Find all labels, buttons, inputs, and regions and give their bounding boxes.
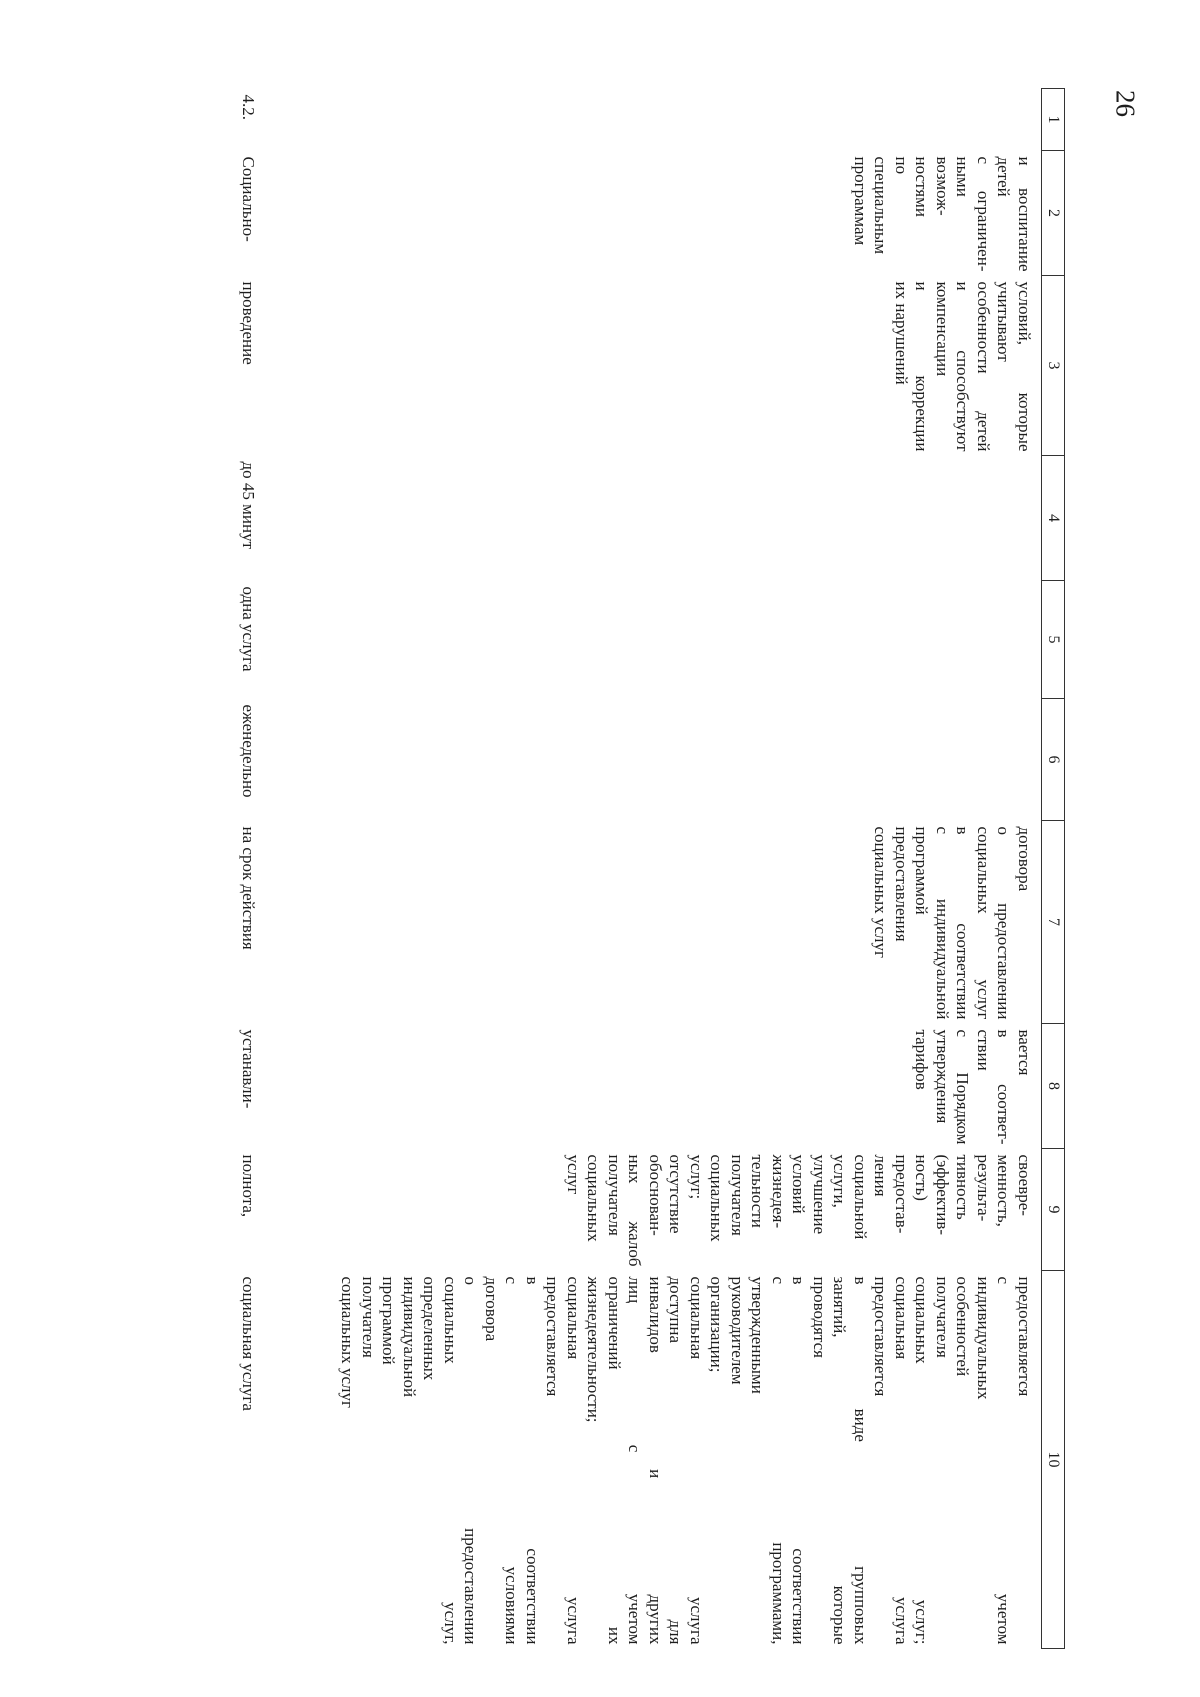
cell-line: в виде групповых [851, 1276, 870, 1645]
col-header-9: 9 [1042, 1149, 1065, 1271]
cell-line: (эффектив- [933, 1154, 952, 1236]
cell-line: утверждения [933, 1029, 952, 1124]
cell-continued-10 [264, 1271, 1042, 1649]
cell-line: социальная услуга [564, 1276, 583, 1645]
cell-line: с программами, [769, 1276, 788, 1645]
cell-4-2-unit: одна услуга [239, 586, 258, 672]
cell-line: в соответствии [523, 1276, 542, 1645]
cell-line: социальных [584, 1154, 604, 1242]
cell-line: ствии [974, 1029, 993, 1071]
cell-line: ных жалоб [625, 1154, 645, 1267]
cell-line: условий, которые [1015, 281, 1034, 452]
cell-line: социальной [851, 1154, 870, 1240]
cell-line: возмож- [933, 156, 952, 216]
cell-line: вается [1015, 1029, 1034, 1076]
cell-line: своевре- [1015, 1154, 1034, 1216]
cell-line: жизнедея- [769, 1154, 788, 1229]
cell-continued-5 [264, 581, 1042, 699]
cell-line: и воспитание [1015, 156, 1034, 272]
cell-continued-4 [264, 456, 1042, 581]
cell-line: услуг; [687, 1154, 706, 1200]
cell-line: договора [482, 1276, 501, 1342]
cell-line: предоставляется [1015, 1276, 1034, 1397]
cell-line: обоснован- [646, 1154, 665, 1236]
cell-line: получателя [728, 1154, 747, 1236]
cell-line: в соответствии [789, 1276, 809, 1645]
cell-line: услуги, [830, 1154, 850, 1208]
cell-line: с Порядком [953, 1029, 973, 1145]
cell-line: услуг [564, 1154, 583, 1195]
cell-line: проводятся [810, 1276, 829, 1358]
cell-line: социальных услуг, [441, 1276, 460, 1645]
cell-line: компенсации [933, 281, 952, 377]
cell-line: ными [953, 156, 973, 197]
cell-line: тельности [748, 1154, 768, 1228]
cell-line: жизнедеятельности; [584, 1276, 604, 1423]
cell-4-2-tariff: устанавли- [239, 1029, 258, 1109]
cell-line: ограничений их [605, 1276, 624, 1645]
cell-line: менность, [994, 1154, 1014, 1227]
cell-line: получателя [933, 1276, 952, 1358]
cell-line: получателя [605, 1154, 624, 1236]
cell-continued-3 [264, 276, 1042, 456]
cell-continued-9 [264, 1149, 1042, 1271]
cell-line: социальная услуга [687, 1276, 706, 1645]
cell-4-2-term: на срок действия [239, 826, 258, 950]
cell-4-2-quality-indicators: полнота, [239, 1154, 258, 1218]
cell-line: социальных [707, 1154, 727, 1242]
cell-line: программой [912, 826, 932, 915]
cell-continued-6 [264, 699, 1042, 821]
cell-continued-7 [264, 821, 1042, 1024]
cell-line: программам [851, 156, 870, 246]
cell-line: индивидуальных [974, 1276, 993, 1400]
cell-line: индивидуальной [400, 1276, 419, 1398]
cell-line: социальных услуг [338, 1276, 358, 1408]
cell-4-2-conditions: социальная услуга [239, 1276, 258, 1411]
col-header-6: 6 [1042, 699, 1065, 821]
col-header-3: 3 [1042, 276, 1065, 456]
cell-line: определенных [420, 1276, 440, 1381]
cell-line: особенностей [953, 1276, 973, 1377]
cell-line: с индивидуальной [933, 826, 952, 1020]
cell-line: социальных услуг [974, 826, 993, 1020]
cell-line: организации; [707, 1276, 727, 1373]
cell-line: лиц с учетом [625, 1276, 645, 1645]
cell-line: их нарушений [892, 281, 911, 385]
cell-line: социальных услуг; [912, 1276, 932, 1645]
col-header-5: 5 [1042, 581, 1065, 699]
table-row-continued [264, 89, 1042, 1649]
cell-line: с условиями [502, 1276, 522, 1645]
cell-line: улучшение [810, 1154, 829, 1235]
cell-line: с ограничен- [974, 156, 993, 272]
page-number: 26 [1110, 90, 1141, 117]
cell-line: детей [994, 156, 1014, 197]
cell-line: получателя [359, 1276, 378, 1358]
cell-line: доступна для [666, 1276, 686, 1645]
cell-line: социальных услуг [871, 826, 891, 958]
cell-line: и способствуют [953, 281, 973, 452]
col-header-2: 2 [1042, 151, 1065, 276]
cell-line: результа- [974, 1154, 993, 1222]
cell-line: ностями [912, 156, 932, 217]
cell-line: ления [871, 1154, 891, 1197]
services-table-rotated [155, 88, 1065, 1648]
cell-line: предоставляется [871, 1276, 891, 1397]
col-header-7: 7 [1042, 821, 1065, 1024]
cell-line: отсутствие [666, 1154, 686, 1234]
cell-line: по [892, 156, 911, 175]
cell-continued-8 [264, 1024, 1042, 1149]
cell-line: предостав- [892, 1154, 911, 1234]
cell-line: утвержденными [748, 1276, 768, 1394]
col-header-1: 1 [1042, 89, 1065, 151]
header-row [1042, 89, 1065, 1649]
cell-4-2-number: 4.2. [239, 94, 258, 120]
cell-line: с учетом [994, 1276, 1014, 1645]
col-header-8: 8 [1042, 1024, 1065, 1149]
cell-4-2-frequency: еженедельно [239, 704, 258, 798]
cell-4-2-description: проведение [239, 281, 258, 365]
cell-line: о предоставлении [994, 826, 1014, 1020]
cell-line: в соответствии [953, 826, 973, 1020]
cell-line: инвалидов и других [646, 1276, 665, 1645]
cell-line: условий [789, 1154, 809, 1214]
cell-line: тивность [953, 1154, 973, 1220]
cell-line: специальным [871, 156, 891, 255]
cell-line: в соответ- [994, 1029, 1014, 1145]
services-table [238, 88, 1066, 1649]
cell-line: и коррекции [912, 281, 932, 452]
cell-line: ность) [912, 1154, 932, 1201]
table-row-4-2 [238, 89, 265, 1649]
cell-continued-2 [264, 151, 1042, 276]
col-header-10: 10 [1042, 1271, 1065, 1649]
cell-line: руководителем [728, 1276, 747, 1385]
cell-continued-1 [264, 89, 1042, 151]
cell-line: предоставляется [543, 1276, 563, 1397]
cell-line: тарифов [912, 1029, 932, 1090]
cell-line: особенности детей [974, 281, 993, 452]
cell-4-2-duration: до 45 минут [239, 461, 258, 550]
cell-line: программой [379, 1276, 399, 1365]
cell-line: социальная услуга [892, 1276, 911, 1645]
col-header-4: 4 [1042, 456, 1065, 581]
cell-line: предоставления [892, 826, 911, 942]
cell-line: о предоставлении [461, 1276, 481, 1645]
cell-line: учитывают [994, 281, 1014, 362]
cell-4-2-service-name: Социально- [239, 156, 258, 242]
cell-line: договора [1015, 826, 1034, 892]
cell-line: занятий, которые [830, 1276, 850, 1645]
